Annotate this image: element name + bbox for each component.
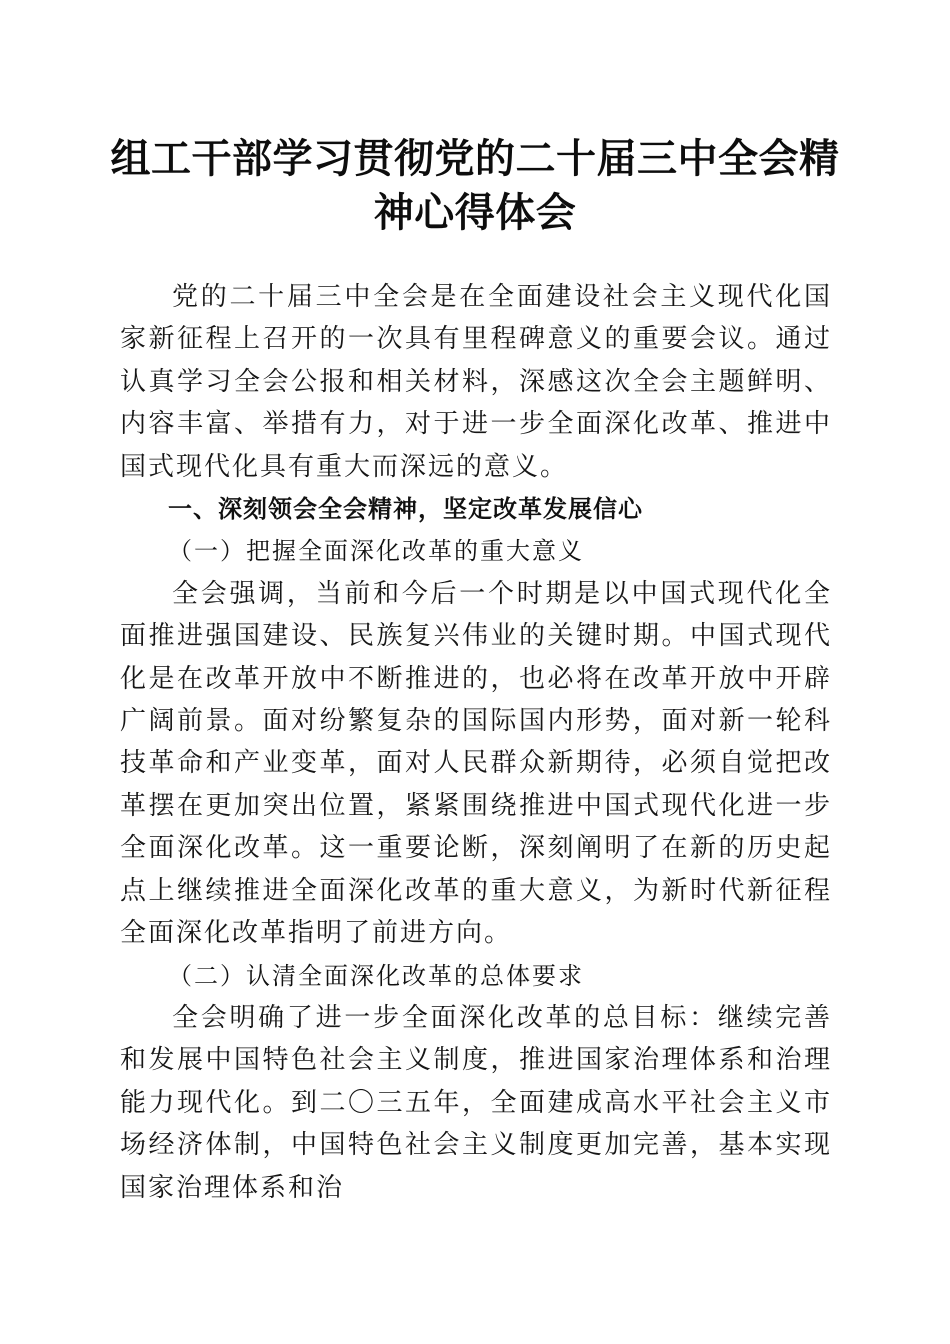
section-1-heading: 一、深刻领会全会精神，坚定改革发展信心 (168, 495, 643, 524)
subsection-2-heading: （二）认清全面深化改革的总体要求 (168, 961, 584, 990)
document-body (120, 276, 832, 1209)
document-title: 组工干部学习贯彻党的二十届三中全会精神心得体会 (110, 135, 840, 236)
subsection-2-paragraph: 全会明确了进一步全面深化改革的总目标：继续完善和发展中国特色社会主义制度，推进国家治理体系和治理能力现代化。到二〇三五年，全面建成高水平社会主义市场经济体制，中国特色社会主义制度更加完善，基本实现国家治理体系和治 (120, 1002, 832, 1203)
subsection-1-paragraph: 全会强调，当前和今后一个时期是以中国式现代化全面推进强国建设、民族复兴伟业的关键时期。中国式现代化是在改革开放中不断推进的，也必将在改革开放中开辟广阔前景。面对纷繁复杂的国际国内形势，面对新一轮科技革命和产业变革，面对人民群众新期待，必须自觉把改革摆在更加突出位置，紧紧围绕推进中国式现代化进一步全面深化改革。这一重要论断，深刻阐明了在新的历史起点上继续推进全面深化改革的重大意义，为新时代新征程全面深化改革指明了前进方向。 (120, 578, 832, 949)
subsection-1-heading: （一）把握全面深化改革的重大意义 (168, 537, 584, 566)
intro-paragraph: 党的二十届三中全会是在全面建设社会主义现代化国家新征程上召开的一次具有里程碑意义的重要会议。通过认真学习全会公报和相关材料，深感这次全会主题鲜明、内容丰富、举措有力，对于进一步全面深化改革、推进中国式现代化具有重大而深远的意义。 (120, 282, 832, 482)
